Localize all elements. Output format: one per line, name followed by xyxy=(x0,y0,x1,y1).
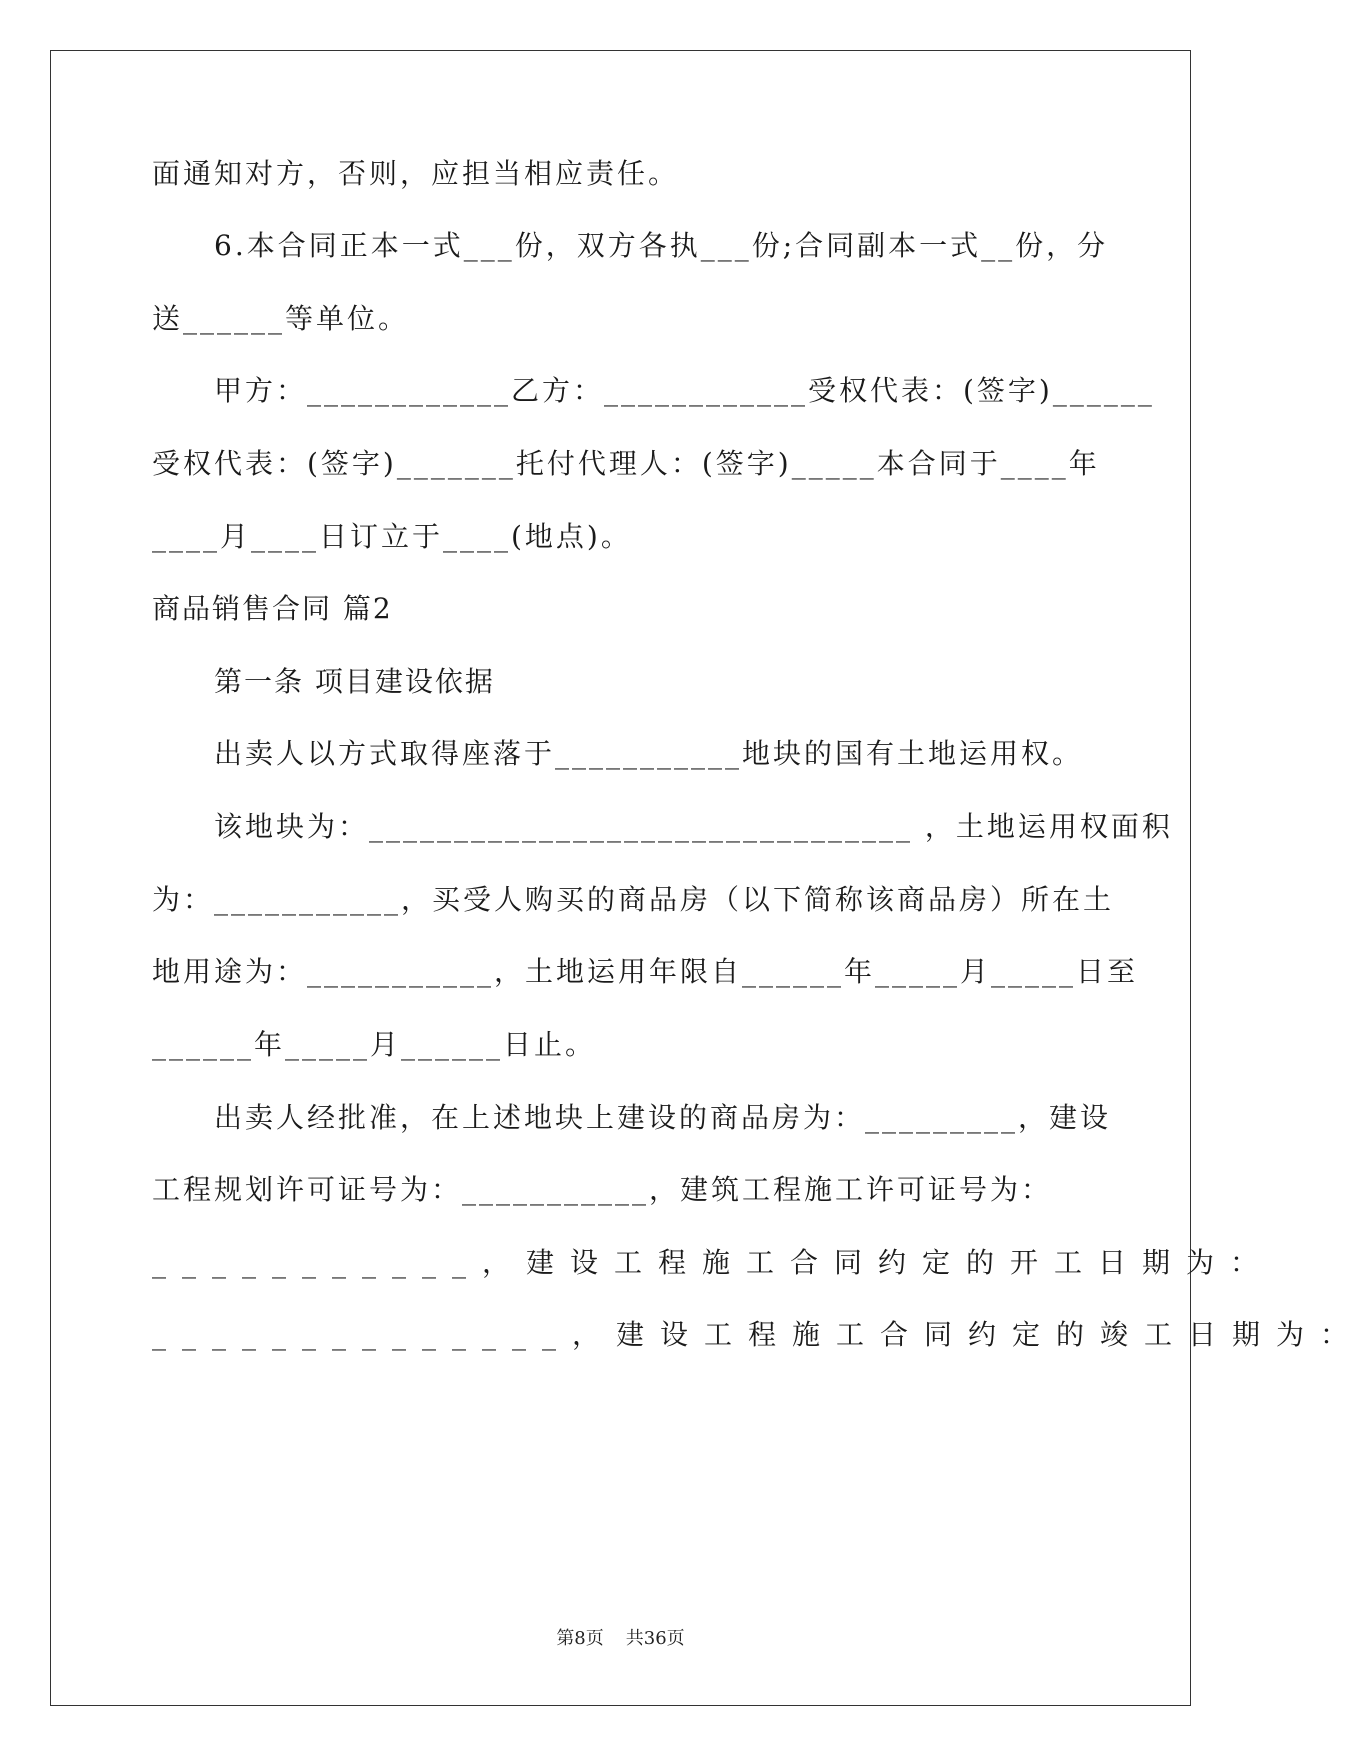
paragraph-line: 甲方：____________乙方：____________受权代表：(签字)______ xyxy=(214,374,1155,407)
page-total: 共36页 xyxy=(625,1628,685,1649)
paragraph-line: ___________，建设工程施工合同约定的开工日期为： xyxy=(152,1246,1275,1279)
paragraph-line: ______年_____月______日止。 xyxy=(152,1028,597,1061)
paragraph-line: 为：___________，买受人购买的商品房（以下简称该商品房）所在土 xyxy=(152,883,1115,916)
article-heading: 第一条 项目建设依据 xyxy=(214,665,495,698)
page-footer xyxy=(0,1628,1241,1650)
paragraph-line: 6.本合同正本一式___份，双方各执___份;合同副本一式__份，分 xyxy=(214,229,1109,262)
paragraph-line: 送______等单位。 xyxy=(152,302,410,335)
paragraph-line: 出卖人以方式取得座落于___________地块的国有土地运用权。 xyxy=(214,737,1084,770)
paragraph-line: 该地块为：________________________________ ，土地运用权面积 xyxy=(214,810,1173,843)
paragraph-line: 受权代表：(签字)_______托付代理人：(签字)_____本合同于____年 xyxy=(152,447,1100,480)
paragraph-line: 出卖人经批准，在上述地块上建设的商品房为：_________，建设 xyxy=(214,1101,1112,1134)
paragraph-line: ____月____日订立于____(地点)。 xyxy=(152,520,632,553)
page-number: 第8页 xyxy=(556,1628,604,1649)
page-border xyxy=(50,50,1364,1706)
paragraph-line: 地用途为：___________，土地运用年限自______年_____月_____日至 xyxy=(152,955,1139,988)
paragraph-line: 工程规划许可证号为：___________，建筑工程施工许可证号为： xyxy=(152,1173,1053,1206)
paragraph-line: 面通知对方，否则，应担当相应责任。 xyxy=(152,157,680,190)
section-title: 商品销售合同 篇2 xyxy=(152,592,393,625)
paragraph-line: ______________，建设工程施工合同约定的竣工日期为： xyxy=(152,1318,1364,1351)
